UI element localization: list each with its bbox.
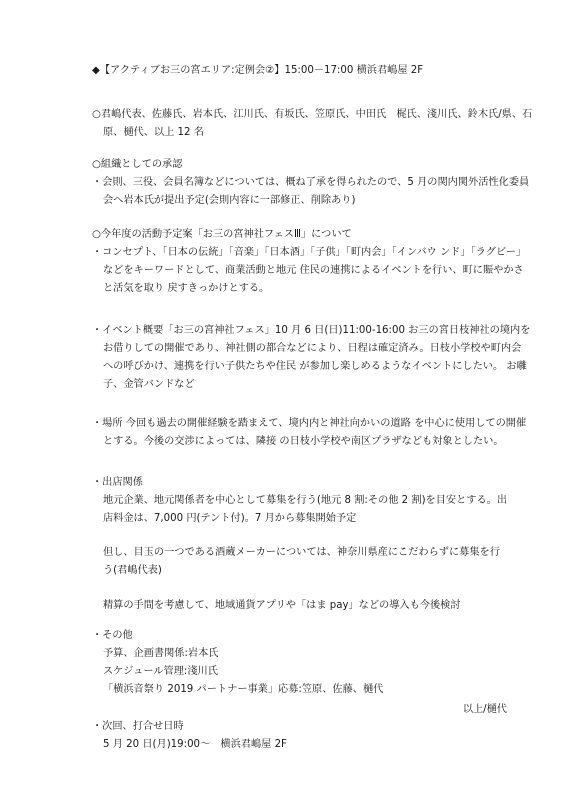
approval-line-2: 会へ岩本氏が提出予定(会則内容に一部修正、削除あり) <box>103 195 356 206</box>
overview-line-1: ・イベント概要「お三の宮神社フェス」10 月 6 日(日)11:00-16:00 お三の宮日枝神社の境内を <box>92 325 531 336</box>
signature: 以上/樋代 <box>462 704 507 715</box>
concept-line-2: などをキーワードとして、商業活動と地元 住民の連携によるイベントを行い、町に賑やかさ <box>103 265 524 276</box>
concept-line-3: と活気を取り 戻すきっかけとする。 <box>103 283 270 294</box>
attendees-line-2: 原、樋代、以上 12 名 <box>103 127 204 138</box>
stalls-heading: ・出店関係 <box>92 477 143 488</box>
venue-line-1: ・場所 今回も過去の開催経験を踏まえて、境内内と神社向かいの道路 を中心に使用しての開催 <box>92 418 527 429</box>
overview-line-4: 子、金管バンドなど <box>103 379 195 390</box>
approval-line-1: ・会則、三役、会員名簿などについては、概ね了承を得られたので、5 月の関内関外活性化委員 <box>92 177 530 188</box>
overview-line-3: への呼びかけ、連携を行い子供たちや住民 が参加し楽しめるようなイベントにしたい。 お囃 <box>103 361 527 372</box>
approval-heading: ○組織としての承認 <box>92 159 183 170</box>
attendees-line-1: ○君嶋代表、佐藤氏、岩本氏、江川氏、有坂氏、笠原氏、中田氏 梶氏、淺川氏、鈴木氏/県、石 <box>92 109 533 120</box>
next-meeting-heading: ・次回、打合せ日時 <box>92 721 184 732</box>
plan-heading: ○今年度の活動予定案「お三の宮神社フェスⅢ」について <box>92 229 352 240</box>
other-line-3: 「横浜音祭り 2019 パートナー事業」応募:笠原、佐藤、樋代 <box>103 684 384 695</box>
stalls-line-1: 地元企業、地元関係者を中心として募集を行う(地元 8 割:その他 2 割)を目安とする。出 <box>103 495 508 506</box>
sake-line-1: 但し、目玉の一つである酒蔵メーカーについては、神奈川県産にこだわらずに募集を行 <box>103 547 500 558</box>
sake-line-2: う(君嶋代表) <box>103 565 162 576</box>
venue-line-2: とする。今後の交渉によっては、隣接 の日枝小学校や南区プラザなども対象としたい。 <box>103 436 504 447</box>
other-line-2: スケジュール管理:淺川氏 <box>103 666 218 677</box>
other-line-1: 予算、企画書関係:岩本氏 <box>103 648 219 659</box>
meeting-title: ◆【アクティブお三の宮エリア:定例会②】15:00－17:00 横浜君嶋屋 2F <box>92 65 424 76</box>
payment-line: 精算の手間を考慮して、地域通貨アプリや「はま pay」などの導入も今後検討 <box>103 600 461 611</box>
overview-line-2: お借りしての開催であり、神社側の都合などにより、日程は確定済み。日枝小学校や町内会 <box>103 343 522 354</box>
next-meeting-detail: 5 月 20 日(月)19:00～ 横浜君嶋屋 2F <box>103 739 287 750</box>
stalls-line-2: 店料金は、7,000 円(テント付)。7 月から募集開始予定 <box>103 513 357 524</box>
other-heading: ・その他 <box>92 630 133 641</box>
concept-line-1: ・コンセプト、「日本の伝統」「音楽」「日本酒」「子供」「町内会」「インバウ ンド」「ラグビー」 <box>92 247 527 258</box>
